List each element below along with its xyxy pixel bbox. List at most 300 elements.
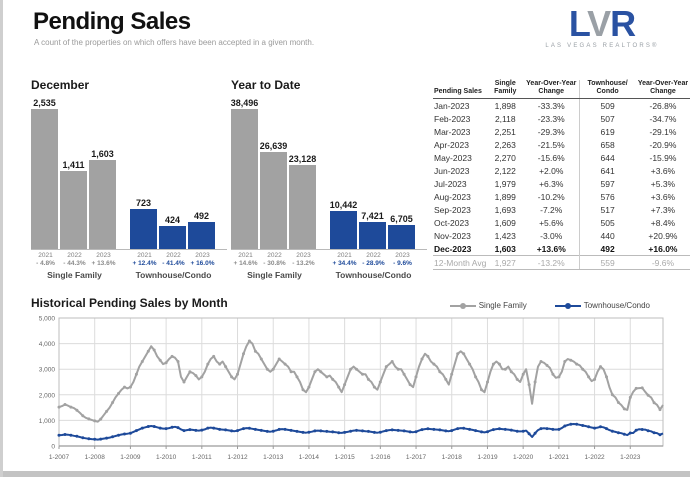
table-cell: Aug-2023 [434, 191, 471, 202]
line-series-single-family-marker [456, 352, 459, 355]
line-series-townhouse-condo-marker [486, 430, 489, 433]
line-series-single-family-marker [331, 378, 334, 381]
line-series-single-family-marker [611, 393, 614, 396]
table-cell: 641 [580, 164, 635, 177]
line-series-townhouse-condo-marker [456, 427, 459, 430]
line-series-townhouse-condo-marker [605, 427, 608, 430]
table-header-cell: Pending Sales [433, 80, 487, 99]
line-series-single-family-marker [415, 375, 418, 378]
pending-sales-table [433, 80, 690, 270]
table-cell: Sep-2023 [434, 204, 471, 215]
line-series-single-family-marker [159, 359, 162, 362]
bar-value-label: 7,421 [361, 211, 384, 221]
year-label: 2023 [296, 252, 311, 259]
december-bar-chart [31, 78, 227, 280]
bar-plot-area [31, 96, 227, 249]
single-family-line-swatch-icon [450, 305, 476, 307]
line-series-townhouse-condo-marker [319, 429, 322, 432]
line-series-single-family-marker [123, 386, 126, 389]
pct-change-label: + 12.4% [132, 260, 157, 267]
ytd-chart-title: Year to Date [231, 78, 301, 92]
line-series-townhouse-condo-marker [492, 428, 495, 431]
line-series-single-family-marker [367, 378, 370, 381]
line-series-townhouse-condo-marker [296, 430, 299, 433]
table-header-cell: Year-Over-Year Change [635, 80, 690, 99]
bar [159, 226, 186, 249]
x-axis-tick-label: 1-2018 [441, 454, 462, 461]
bar-group [231, 98, 318, 249]
line-series-single-family-marker [647, 394, 650, 397]
pct-change-label: - 9.6% [393, 260, 412, 267]
line-series-townhouse-condo-marker [635, 429, 638, 432]
bar-value-label: 1,411 [62, 160, 85, 170]
legend-item-single-family [450, 301, 527, 310]
line-series-townhouse-condo-marker [587, 425, 590, 428]
line-series-townhouse-condo-marker [534, 432, 537, 435]
x-axis-tick-label: 1-2020 [513, 454, 534, 461]
line-series-single-family-marker [212, 355, 215, 358]
table-cell: 619 [580, 125, 635, 138]
table-cell: May-2023 [434, 152, 472, 163]
line-series-single-family-marker [587, 375, 590, 378]
line-series-townhouse-condo-marker [224, 428, 227, 431]
line-series-single-family-marker [272, 368, 275, 371]
x-axis-tick-label: 1-2011 [191, 454, 212, 461]
bar-column [60, 160, 87, 249]
legend-label-townhouse-condo: Townhouse/Condo [583, 301, 650, 310]
page-title: Pending Sales [33, 8, 191, 35]
line-series-single-family-marker [492, 363, 495, 366]
table-cell: 1,693 [494, 204, 516, 215]
line-series-townhouse-condo-marker [248, 427, 251, 430]
x-axis-tick-label: 1-2009 [120, 454, 141, 461]
bar-value-label: 492 [193, 211, 210, 221]
year-label: 2021 [137, 252, 152, 259]
line-series-townhouse-condo-marker [165, 427, 168, 430]
line-series-single-family-marker [183, 381, 186, 384]
horizontal-scrollbar[interactable] [3, 471, 690, 477]
table-cell: 576 [580, 190, 635, 203]
bar-group [31, 98, 118, 249]
group-label: Single Family [47, 270, 102, 280]
line-series-single-family-marker [432, 363, 435, 366]
line-series-single-family-marker [569, 359, 572, 362]
year-label: 2021 [337, 252, 352, 259]
line-series-single-family-marker [206, 363, 209, 366]
bar-value-label: 1,603 [91, 149, 114, 159]
table-row [433, 112, 690, 125]
table-cell: -7.2% [540, 204, 563, 215]
bar [289, 165, 316, 249]
year-label: 2021 [38, 252, 53, 259]
line-series-single-family-marker [641, 386, 644, 389]
bar [260, 152, 287, 249]
table-row [433, 138, 690, 151]
line-series-townhouse-condo-marker [218, 428, 221, 431]
line-series-townhouse-condo-marker [302, 431, 305, 434]
table-cell: Jan-2023 [434, 100, 470, 111]
line-series-townhouse-condo-marker [159, 427, 162, 430]
table-cell: Jul-2023 [434, 178, 467, 189]
line-series-townhouse-condo-marker [444, 429, 447, 432]
year-label: 2023 [96, 252, 111, 259]
line-series-townhouse-condo-marker [313, 429, 316, 432]
table-cell: +13.6% [536, 243, 566, 254]
line-series-townhouse-condo-marker [647, 429, 650, 432]
line-series-townhouse-condo-marker [546, 427, 549, 430]
line-series-single-family-marker [534, 381, 537, 384]
line-series-townhouse-condo-marker [177, 426, 180, 429]
lvr-logo [542, 3, 662, 49]
bar-value-label: 6,705 [390, 214, 413, 224]
table-cell: -29.3% [537, 126, 565, 137]
table-cell: 1,899 [494, 191, 516, 202]
line-series-townhouse-condo-marker [331, 430, 334, 433]
line-series-townhouse-condo-marker [343, 431, 346, 434]
table-row [433, 229, 690, 242]
line-series-single-family-marker [254, 350, 257, 353]
pct-change-label: - 41.4% [162, 260, 185, 267]
table-cell: 507 [580, 112, 635, 125]
line-series-single-family-marker [218, 363, 221, 366]
year-label: 2023 [395, 252, 410, 259]
line-series-single-family-marker [653, 401, 656, 404]
line-series-townhouse-condo-marker [194, 429, 197, 432]
line-series-townhouse-condo-marker [522, 430, 525, 433]
line-series-townhouse-condo-marker [242, 427, 245, 430]
bar-column [289, 154, 316, 249]
line-series-townhouse-condo-marker [611, 430, 614, 433]
x-axis-tick-label: 1-2015 [334, 454, 355, 461]
line-series-townhouse-condo-marker [617, 431, 620, 434]
bar-column [159, 215, 186, 249]
table-cell: -10.2% [537, 191, 565, 202]
bar-value-label: 26,639 [259, 141, 288, 151]
table-cell: Apr-2023 [434, 139, 469, 150]
x-axis-tick-label: 1-2022 [584, 454, 605, 461]
ytd-bar-chart [231, 78, 427, 280]
line-series-townhouse-condo-marker [105, 437, 108, 440]
table-cell: +5.3% [650, 178, 676, 189]
pct-change-label: + 34.4% [332, 260, 357, 267]
line-series-townhouse-condo-marker [117, 434, 120, 437]
line-series-townhouse-condo-marker [260, 429, 263, 432]
line-series-single-family-marker [153, 349, 156, 352]
line-series-single-family-marker [290, 370, 293, 373]
line-series-townhouse-condo-marker [432, 428, 435, 431]
table-cell: 2,122 [494, 165, 516, 176]
line-series-townhouse-condo-marker [355, 429, 358, 432]
line-series-single-family-marker [337, 386, 340, 389]
group-label: Townhouse/Condo [335, 270, 412, 280]
line-series-townhouse-condo-marker [498, 427, 501, 430]
year-label: 2022 [166, 252, 181, 259]
line-series-single-family-marker [421, 358, 424, 361]
line-series-townhouse-condo-marker [569, 423, 572, 426]
bar [130, 209, 157, 249]
bar-column [89, 149, 116, 249]
group-label: Single Family [247, 270, 302, 280]
line-series-single-family-marker [177, 360, 180, 363]
bar-column [260, 141, 287, 249]
table-cell: +2.0% [539, 165, 564, 176]
table-cell: 1,423 [494, 230, 516, 241]
table-cell: +3.6% [650, 165, 676, 176]
line-series-townhouse-condo-marker [575, 423, 578, 426]
table-row [433, 216, 690, 229]
table-row [433, 99, 690, 113]
townhouse-condo-line-swatch-icon [555, 305, 581, 307]
line-series-single-family-marker [260, 358, 263, 361]
line-series-townhouse-condo-marker [641, 428, 644, 431]
table-row [433, 242, 690, 256]
table-cell: -13.2% [523, 256, 580, 270]
line-series-single-family-marker [426, 355, 429, 358]
line-series-single-family-marker [194, 374, 197, 377]
bar-column [388, 214, 415, 249]
bar [231, 109, 258, 249]
line-series-single-family-marker [575, 363, 578, 366]
line-series-single-family-marker [117, 392, 120, 395]
line-series-single-family-marker [605, 375, 608, 378]
pct-change-label: - 4.8% [36, 260, 55, 267]
line-series-single-family-marker [93, 419, 96, 422]
table-cell: 1,609 [494, 217, 516, 228]
x-axis-tick-label: 1-2017 [405, 454, 427, 461]
line-series-townhouse-condo-marker [468, 428, 471, 431]
line-series-single-family-marker [557, 375, 560, 378]
line-series-single-family-marker [58, 406, 61, 409]
table-cell: -15.9% [649, 152, 677, 163]
line-series-single-family-marker [504, 368, 507, 371]
line-series-single-family-marker [450, 373, 453, 376]
line-series-townhouse-condo-marker [599, 425, 602, 428]
line-series-single-family-marker [373, 386, 376, 389]
line-series-townhouse-condo-marker [438, 428, 441, 431]
line-series-single-family-marker [236, 373, 239, 376]
table-row [433, 125, 690, 138]
table-row [433, 164, 690, 177]
line-series-single-family-marker [522, 373, 525, 376]
x-axis-tick-label: 1-2019 [477, 454, 498, 461]
line-series-single-family-marker [147, 350, 150, 353]
line-series-single-family-marker [403, 373, 406, 376]
table-cell: -9.6% [635, 256, 690, 270]
pct-change-row [31, 260, 227, 267]
line-series-townhouse-condo-marker [200, 429, 203, 432]
line-series-townhouse-condo-marker [540, 427, 543, 430]
line-series-single-family-marker [284, 363, 287, 366]
table-cell: -23.3% [537, 113, 565, 124]
line-series-townhouse-condo-marker [653, 431, 656, 434]
line-series-single-family-marker [391, 360, 394, 363]
pct-change-label: - 30.8% [263, 260, 286, 267]
table-cell: 658 [580, 138, 635, 151]
line-series-townhouse-condo-marker [373, 431, 376, 434]
line-series-townhouse-condo-marker [391, 428, 394, 431]
line-series-townhouse-condo-marker [99, 438, 102, 441]
line-series-single-family-marker [599, 365, 602, 368]
year-label: 2022 [267, 252, 282, 259]
table-cell: Feb-2023 [434, 113, 471, 124]
bar [60, 171, 87, 249]
bar-group [130, 198, 217, 249]
bar-column [231, 98, 258, 249]
line-series-townhouse-condo-marker [480, 430, 483, 433]
table-cell: Oct-2023 [434, 217, 469, 228]
table-cell: 597 [580, 177, 635, 190]
line-series-townhouse-condo-marker [563, 425, 566, 428]
table-cell: -21.5% [537, 139, 565, 150]
table-cell: 517 [580, 203, 635, 216]
year-label: 2022 [366, 252, 381, 259]
bar [188, 222, 215, 249]
line-series-single-family-marker [313, 370, 316, 373]
line-series-single-family [59, 341, 663, 422]
line-series-single-family-marker [111, 401, 114, 404]
line-series-townhouse-condo-marker [230, 429, 233, 432]
line-series-townhouse-condo-marker [290, 429, 293, 432]
table-cell: -26.8% [649, 100, 677, 111]
line-series-townhouse-condo-marker [153, 425, 156, 428]
table-cell: 644 [580, 151, 635, 164]
line-series-townhouse-condo-marker [206, 427, 209, 430]
line-series-townhouse-condo-marker [581, 424, 584, 427]
table-cell: -20.9% [649, 139, 677, 150]
bar-value-label: 10,442 [329, 200, 358, 210]
line-series-single-family-marker [659, 408, 662, 411]
line-series-single-family-marker [498, 363, 501, 366]
table-cell: 1,979 [494, 178, 516, 189]
line-series-townhouse-condo-marker [64, 433, 67, 436]
line-series-townhouse-condo-marker [272, 430, 275, 433]
line-series-townhouse-condo-marker [510, 429, 513, 432]
table-row [433, 203, 690, 216]
table-cell: -29.1% [649, 126, 677, 137]
line-series-townhouse-condo-marker [385, 429, 388, 432]
line-series-single-family-marker [379, 381, 382, 384]
line-series-single-family-marker [510, 370, 513, 373]
table-cell: Mar-2023 [434, 126, 471, 137]
line-series-single-family-marker [319, 370, 322, 373]
line-series-townhouse-condo-marker [307, 431, 310, 434]
table-cell: Nov-2023 [434, 230, 471, 241]
line-series-townhouse-condo-marker [337, 431, 340, 434]
line-series-single-family-marker [438, 370, 441, 373]
pct-change-label: - 13.2% [292, 260, 315, 267]
line-series-single-family-marker [99, 418, 102, 421]
bar-column [188, 211, 215, 249]
y-axis-tick-label: 2,000 [38, 392, 55, 400]
line-series-townhouse-condo-marker [361, 429, 364, 432]
line-series-single-family-marker [165, 361, 168, 364]
line-series-single-family-marker [409, 383, 412, 386]
line-series-single-family-marker [462, 352, 465, 355]
line-series-townhouse-condo-marker [123, 433, 126, 436]
bar-column [330, 200, 357, 249]
line-series-townhouse-condo-marker [623, 433, 626, 436]
line-series-townhouse-condo-marker [75, 435, 78, 438]
line-series-townhouse-condo-marker [409, 430, 412, 433]
group-labels-row [31, 270, 227, 280]
line-series-townhouse-condo-marker [415, 430, 418, 433]
line-series-single-family-marker [528, 383, 531, 386]
line-series-townhouse-condo-marker [397, 429, 400, 432]
line-series-townhouse-condo-marker [266, 430, 269, 433]
line-series-single-family-marker [248, 340, 251, 343]
table-cell: +5.6% [539, 217, 564, 228]
table-cell: 1,898 [494, 100, 516, 111]
line-series-single-family-marker [325, 375, 328, 378]
line-series-single-family-marker [349, 368, 352, 371]
group-labels-row [231, 270, 427, 280]
line-series-townhouse-condo-marker [367, 430, 370, 433]
year-axis-row [231, 249, 427, 259]
december-chart-title: December [31, 78, 90, 92]
group-label: Townhouse/Condo [135, 270, 212, 280]
line-series-townhouse-condo-marker [528, 432, 531, 435]
line-series-single-family-marker [224, 365, 227, 368]
line-series-townhouse-condo-marker [188, 428, 191, 431]
pct-change-label: - 44.3% [63, 260, 86, 267]
line-series-single-family-marker [302, 388, 305, 391]
table-cell: 2,270 [494, 152, 516, 163]
line-series-single-family-marker [593, 378, 596, 381]
table-header-row [433, 80, 690, 99]
table-cell: 509 [580, 99, 635, 113]
bar [330, 211, 357, 249]
historical-chart-legend [450, 301, 650, 310]
table-cell: -34.7% [649, 113, 677, 124]
line-series-single-family-marker [361, 373, 364, 376]
table-cell: Jun-2023 [434, 165, 470, 176]
line-series-single-family-marker [355, 368, 358, 371]
table-cell: Dec-2023 [434, 243, 472, 254]
y-axis-tick-label: 1,000 [38, 417, 55, 425]
line-series-townhouse-condo-marker [278, 428, 281, 431]
table-cell: 2,118 [494, 113, 516, 124]
line-series-townhouse-condo-marker [629, 432, 632, 435]
line-series-townhouse-condo-marker [593, 427, 596, 430]
bar [388, 225, 415, 249]
table-cell: 1,927 [487, 256, 523, 270]
legend-item-townhouse-condo [555, 301, 650, 310]
table-row [433, 177, 690, 190]
pct-change-row [231, 260, 427, 267]
line-series-townhouse-condo-marker [379, 431, 382, 434]
line-series-townhouse-condo-marker [284, 428, 287, 431]
table-cell: 440 [580, 229, 635, 242]
table-row [433, 190, 690, 203]
pct-change-label: - 28.9% [362, 260, 385, 267]
table-header-cell: Single Family [487, 80, 523, 99]
line-series-single-family-marker [87, 417, 90, 420]
line-series-single-family-marker [64, 403, 67, 406]
line-series-single-family-marker [617, 401, 620, 404]
pct-change-label: + 14.6% [233, 260, 258, 267]
line-series-single-family-marker [296, 375, 299, 378]
table-header-cell: Year-Over-Year Change [523, 80, 580, 99]
line-series-single-family-marker [242, 352, 245, 355]
table-cell: +7.3% [650, 204, 676, 215]
line-series-townhouse-condo-marker [141, 427, 144, 430]
line-series-single-family-marker [129, 386, 132, 389]
bar-value-label: 2,535 [33, 98, 56, 108]
line-series-single-family-marker [69, 406, 72, 409]
table-cell: 505 [580, 216, 635, 229]
line-series-single-family-marker [516, 378, 519, 381]
x-axis-tick-label: 1-2007 [48, 454, 70, 461]
